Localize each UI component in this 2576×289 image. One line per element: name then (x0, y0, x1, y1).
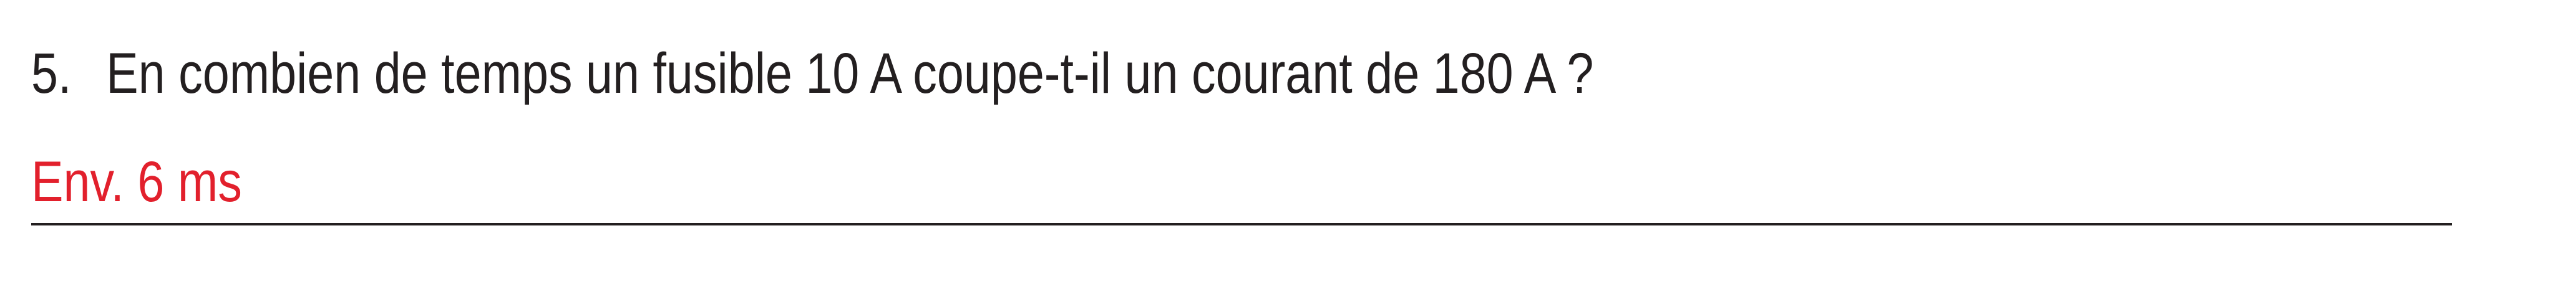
question-number: 5. (31, 41, 72, 105)
question (31, 36, 1594, 111)
answer-text: Env. 6 ms (31, 149, 242, 214)
question-text: En combien de temps un fusible 10 A coupe-t-il un courant de 180 A ? (106, 41, 1594, 105)
answer-rule (31, 223, 2452, 225)
